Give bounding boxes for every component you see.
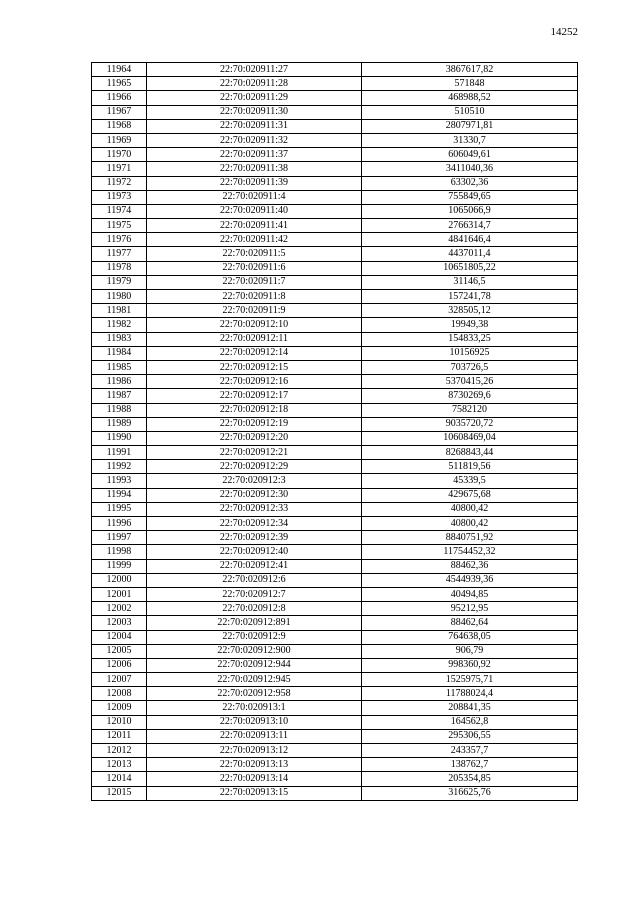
table-row	[92, 176, 578, 190]
row-number-cell: 11965	[92, 77, 147, 91]
cadastral-number-cell: 22:70:020912:34	[147, 517, 362, 531]
cadastral-number-cell: 22:70:020913:14	[147, 772, 362, 786]
row-number-cell: 12004	[92, 630, 147, 644]
value-cell: 510510	[362, 105, 578, 119]
row-number-cell: 11995	[92, 502, 147, 516]
value-cell: 208841,35	[362, 701, 578, 715]
value-cell: 40800,42	[362, 502, 578, 516]
value-cell: 157241,78	[362, 290, 578, 304]
cadastral-number-cell: 22:70:020912:41	[147, 559, 362, 573]
value-cell: 31146,5	[362, 275, 578, 289]
row-number-cell: 11972	[92, 176, 147, 190]
value-cell: 906,79	[362, 644, 578, 658]
value-cell: 1525975,71	[362, 673, 578, 687]
row-number-cell: 12008	[92, 687, 147, 701]
value-cell: 63302,36	[362, 176, 578, 190]
cadastral-number-cell: 22:70:020912:7	[147, 587, 362, 601]
row-number-cell: 11966	[92, 91, 147, 105]
cadastral-number-cell: 22:70:020912:11	[147, 332, 362, 346]
row-number-cell: 11970	[92, 148, 147, 162]
table-row	[92, 105, 578, 119]
value-cell: 88462,64	[362, 616, 578, 630]
table-row	[92, 190, 578, 204]
value-cell: 8730269,6	[362, 389, 578, 403]
value-cell: 9035720,72	[362, 417, 578, 431]
row-number-cell: 12002	[92, 602, 147, 616]
cadastral-number-cell: 22:70:020912:19	[147, 417, 362, 431]
cadastral-number-cell: 22:70:020911:6	[147, 261, 362, 275]
cadastral-number-cell: 22:70:020913:13	[147, 758, 362, 772]
row-number-cell: 12013	[92, 758, 147, 772]
row-number-cell: 11988	[92, 403, 147, 417]
row-number-cell: 11998	[92, 545, 147, 559]
value-cell: 429675,68	[362, 488, 578, 502]
row-number-cell: 11968	[92, 119, 147, 133]
value-cell: 19949,38	[362, 318, 578, 332]
row-number-cell: 11975	[92, 219, 147, 233]
value-cell: 4841646,4	[362, 233, 578, 247]
row-number-cell: 11973	[92, 190, 147, 204]
row-number-cell: 11991	[92, 446, 147, 460]
cadastral-number-cell: 22:70:020912:16	[147, 375, 362, 389]
value-cell: 8840751,92	[362, 531, 578, 545]
row-number-cell: 12010	[92, 715, 147, 729]
table-row	[92, 630, 578, 644]
cadastral-number-cell: 22:70:020913:11	[147, 729, 362, 743]
cadastral-number-cell: 22:70:020912:6	[147, 573, 362, 587]
table-row	[92, 673, 578, 687]
cadastral-number-cell: 22:70:020912:9	[147, 630, 362, 644]
table-row	[92, 658, 578, 672]
row-number-cell: 11987	[92, 389, 147, 403]
row-number-cell: 11986	[92, 375, 147, 389]
cadastral-number-cell: 22:70:020912:944	[147, 658, 362, 672]
cadastral-number-cell: 22:70:020912:29	[147, 460, 362, 474]
table-row	[92, 758, 578, 772]
value-cell: 316625,76	[362, 786, 578, 800]
cadastral-number-cell: 22:70:020913:15	[147, 786, 362, 800]
cadastral-number-cell: 22:70:020912:39	[147, 531, 362, 545]
cadastral-number-cell: 22:70:020911:4	[147, 190, 362, 204]
value-cell: 45339,5	[362, 474, 578, 488]
row-number-cell: 11964	[92, 63, 147, 77]
table-row	[92, 587, 578, 601]
row-number-cell: 11985	[92, 360, 147, 374]
row-number-cell: 11989	[92, 417, 147, 431]
row-number-cell: 11994	[92, 488, 147, 502]
table-row	[92, 729, 578, 743]
table-row	[92, 545, 578, 559]
cadastral-number-cell: 22:70:020911:7	[147, 275, 362, 289]
table-row	[92, 715, 578, 729]
table-row	[92, 346, 578, 360]
table-row	[92, 360, 578, 374]
value-cell: 88462,36	[362, 559, 578, 573]
table-row	[92, 431, 578, 445]
value-cell: 164562,8	[362, 715, 578, 729]
row-number-cell: 11992	[92, 460, 147, 474]
cadastral-number-cell: 22:70:020912:8	[147, 602, 362, 616]
row-number-cell: 11977	[92, 247, 147, 261]
table-row	[92, 446, 578, 460]
cadastral-number-cell: 22:70:020912:18	[147, 403, 362, 417]
row-number-cell: 11983	[92, 332, 147, 346]
cadastral-number-cell: 22:70:020911:40	[147, 204, 362, 218]
table-row	[92, 744, 578, 758]
row-number-cell: 11980	[92, 290, 147, 304]
row-number-cell: 12007	[92, 673, 147, 687]
table-row	[92, 332, 578, 346]
row-number-cell: 11997	[92, 531, 147, 545]
row-number-cell: 11979	[92, 275, 147, 289]
table-row	[92, 573, 578, 587]
row-number-cell: 12000	[92, 573, 147, 587]
cadastral-number-cell: 22:70:020911:37	[147, 148, 362, 162]
value-cell: 10156925	[362, 346, 578, 360]
cadastral-number-cell: 22:70:020912:3	[147, 474, 362, 488]
cadastral-number-cell: 22:70:020912:40	[147, 545, 362, 559]
row-number-cell: 11967	[92, 105, 147, 119]
cadastral-number-cell: 22:70:020912:900	[147, 644, 362, 658]
row-number-cell: 11969	[92, 133, 147, 147]
cadastral-number-cell: 22:70:020912:33	[147, 502, 362, 516]
cadastral-number-cell: 22:70:020912:958	[147, 687, 362, 701]
value-cell: 154833,25	[362, 332, 578, 346]
table-row	[92, 488, 578, 502]
table-row	[92, 403, 578, 417]
row-number-cell: 12003	[92, 616, 147, 630]
cadastral-number-cell: 22:70:020911:38	[147, 162, 362, 176]
table-row	[92, 517, 578, 531]
cadastral-number-cell: 22:70:020913:1	[147, 701, 362, 715]
row-number-cell: 11976	[92, 233, 147, 247]
table-row	[92, 247, 578, 261]
row-number-cell: 11978	[92, 261, 147, 275]
cadastral-number-cell: 22:70:020911:5	[147, 247, 362, 261]
table-row	[92, 417, 578, 431]
cadastral-number-cell: 22:70:020912:21	[147, 446, 362, 460]
value-cell: 2766314,7	[362, 219, 578, 233]
cadastral-number-cell: 22:70:020911:27	[147, 63, 362, 77]
value-cell: 4544939,36	[362, 573, 578, 587]
row-number-cell: 11971	[92, 162, 147, 176]
cadastral-number-cell: 22:70:020911:42	[147, 233, 362, 247]
row-number-cell: 11999	[92, 559, 147, 573]
value-cell: 40800,42	[362, 517, 578, 531]
cadastral-number-cell: 22:70:020911:8	[147, 290, 362, 304]
value-cell: 998360,92	[362, 658, 578, 672]
value-cell: 295306,55	[362, 729, 578, 743]
cadastral-number-cell: 22:70:020911:28	[147, 77, 362, 91]
table-row	[92, 204, 578, 218]
value-cell: 1065066,9	[362, 204, 578, 218]
row-number-cell: 11974	[92, 204, 147, 218]
value-cell: 10651805,22	[362, 261, 578, 275]
value-cell: 243357,7	[362, 744, 578, 758]
value-cell: 205354,85	[362, 772, 578, 786]
cadastral-number-cell: 22:70:020912:891	[147, 616, 362, 630]
table-row	[92, 772, 578, 786]
value-cell: 571848	[362, 77, 578, 91]
table-row	[92, 261, 578, 275]
cadastral-number-cell: 22:70:020911:29	[147, 91, 362, 105]
table-body	[92, 63, 578, 801]
value-cell: 511819,56	[362, 460, 578, 474]
value-cell: 40494,85	[362, 587, 578, 601]
table-row	[92, 701, 578, 715]
cadastral-number-cell: 22:70:020911:9	[147, 304, 362, 318]
cadastral-number-cell: 22:70:020912:17	[147, 389, 362, 403]
cadastral-number-cell: 22:70:020912:30	[147, 488, 362, 502]
table-row	[92, 162, 578, 176]
table-row	[92, 616, 578, 630]
table-row	[92, 219, 578, 233]
row-number-cell: 12011	[92, 729, 147, 743]
table-row	[92, 502, 578, 516]
value-cell: 95212,95	[362, 602, 578, 616]
cadastral-number-cell: 22:70:020912:15	[147, 360, 362, 374]
cadastral-number-cell: 22:70:020912:945	[147, 673, 362, 687]
row-number-cell: 11981	[92, 304, 147, 318]
row-number-cell: 12014	[92, 772, 147, 786]
row-number-cell: 11984	[92, 346, 147, 360]
table-row	[92, 460, 578, 474]
cadastral-number-cell: 22:70:020912:10	[147, 318, 362, 332]
cadastral-number-cell: 22:70:020911:31	[147, 119, 362, 133]
cadastral-number-cell: 22:70:020912:14	[147, 346, 362, 360]
table-row	[92, 233, 578, 247]
value-cell: 138762,7	[362, 758, 578, 772]
table-row	[92, 119, 578, 133]
row-number-cell: 12015	[92, 786, 147, 800]
row-number-cell: 12009	[92, 701, 147, 715]
cadastral-number-cell: 22:70:020912:20	[147, 431, 362, 445]
cadastral-number-cell: 22:70:020913:10	[147, 715, 362, 729]
value-cell: 764638,05	[362, 630, 578, 644]
row-number-cell: 12012	[92, 744, 147, 758]
table-row	[92, 275, 578, 289]
table-row	[92, 389, 578, 403]
row-number-cell: 11993	[92, 474, 147, 488]
table-row	[92, 91, 578, 105]
row-number-cell: 11982	[92, 318, 147, 332]
table-row	[92, 63, 578, 77]
table-row	[92, 133, 578, 147]
value-cell: 606049,61	[362, 148, 578, 162]
value-cell: 7582120	[362, 403, 578, 417]
table-row	[92, 474, 578, 488]
table-row	[92, 602, 578, 616]
table-row	[92, 148, 578, 162]
value-cell: 4437011,4	[362, 247, 578, 261]
row-number-cell: 11990	[92, 431, 147, 445]
table-row	[92, 531, 578, 545]
value-cell: 8268843,44	[362, 446, 578, 460]
value-cell: 3867617,82	[362, 63, 578, 77]
value-cell: 11754452,32	[362, 545, 578, 559]
row-number-cell: 12006	[92, 658, 147, 672]
value-cell: 3411040,36	[362, 162, 578, 176]
cadastral-number-cell: 22:70:020911:32	[147, 133, 362, 147]
table-row	[92, 786, 578, 800]
value-cell: 10608469,04	[362, 431, 578, 445]
row-number-cell: 12001	[92, 587, 147, 601]
value-cell: 5370415,26	[362, 375, 578, 389]
row-number-cell: 11996	[92, 517, 147, 531]
cadastral-number-cell: 22:70:020913:12	[147, 744, 362, 758]
table-row	[92, 304, 578, 318]
row-number-cell: 12005	[92, 644, 147, 658]
value-cell: 11788024,4	[362, 687, 578, 701]
cadastral-value-table	[91, 62, 578, 801]
page-number: 14252	[550, 26, 578, 38]
table-row	[92, 644, 578, 658]
cadastral-number-cell: 22:70:020911:41	[147, 219, 362, 233]
cadastral-number-cell: 22:70:020911:30	[147, 105, 362, 119]
value-cell: 2807971,81	[362, 119, 578, 133]
value-cell: 31330,7	[362, 133, 578, 147]
value-cell: 328505,12	[362, 304, 578, 318]
table-row	[92, 375, 578, 389]
table-row	[92, 559, 578, 573]
table-row	[92, 687, 578, 701]
cadastral-number-cell: 22:70:020911:39	[147, 176, 362, 190]
value-cell: 468988,52	[362, 91, 578, 105]
table-row	[92, 318, 578, 332]
table-row	[92, 290, 578, 304]
value-cell: 703726,5	[362, 360, 578, 374]
table-row	[92, 77, 578, 91]
value-cell: 755849,65	[362, 190, 578, 204]
